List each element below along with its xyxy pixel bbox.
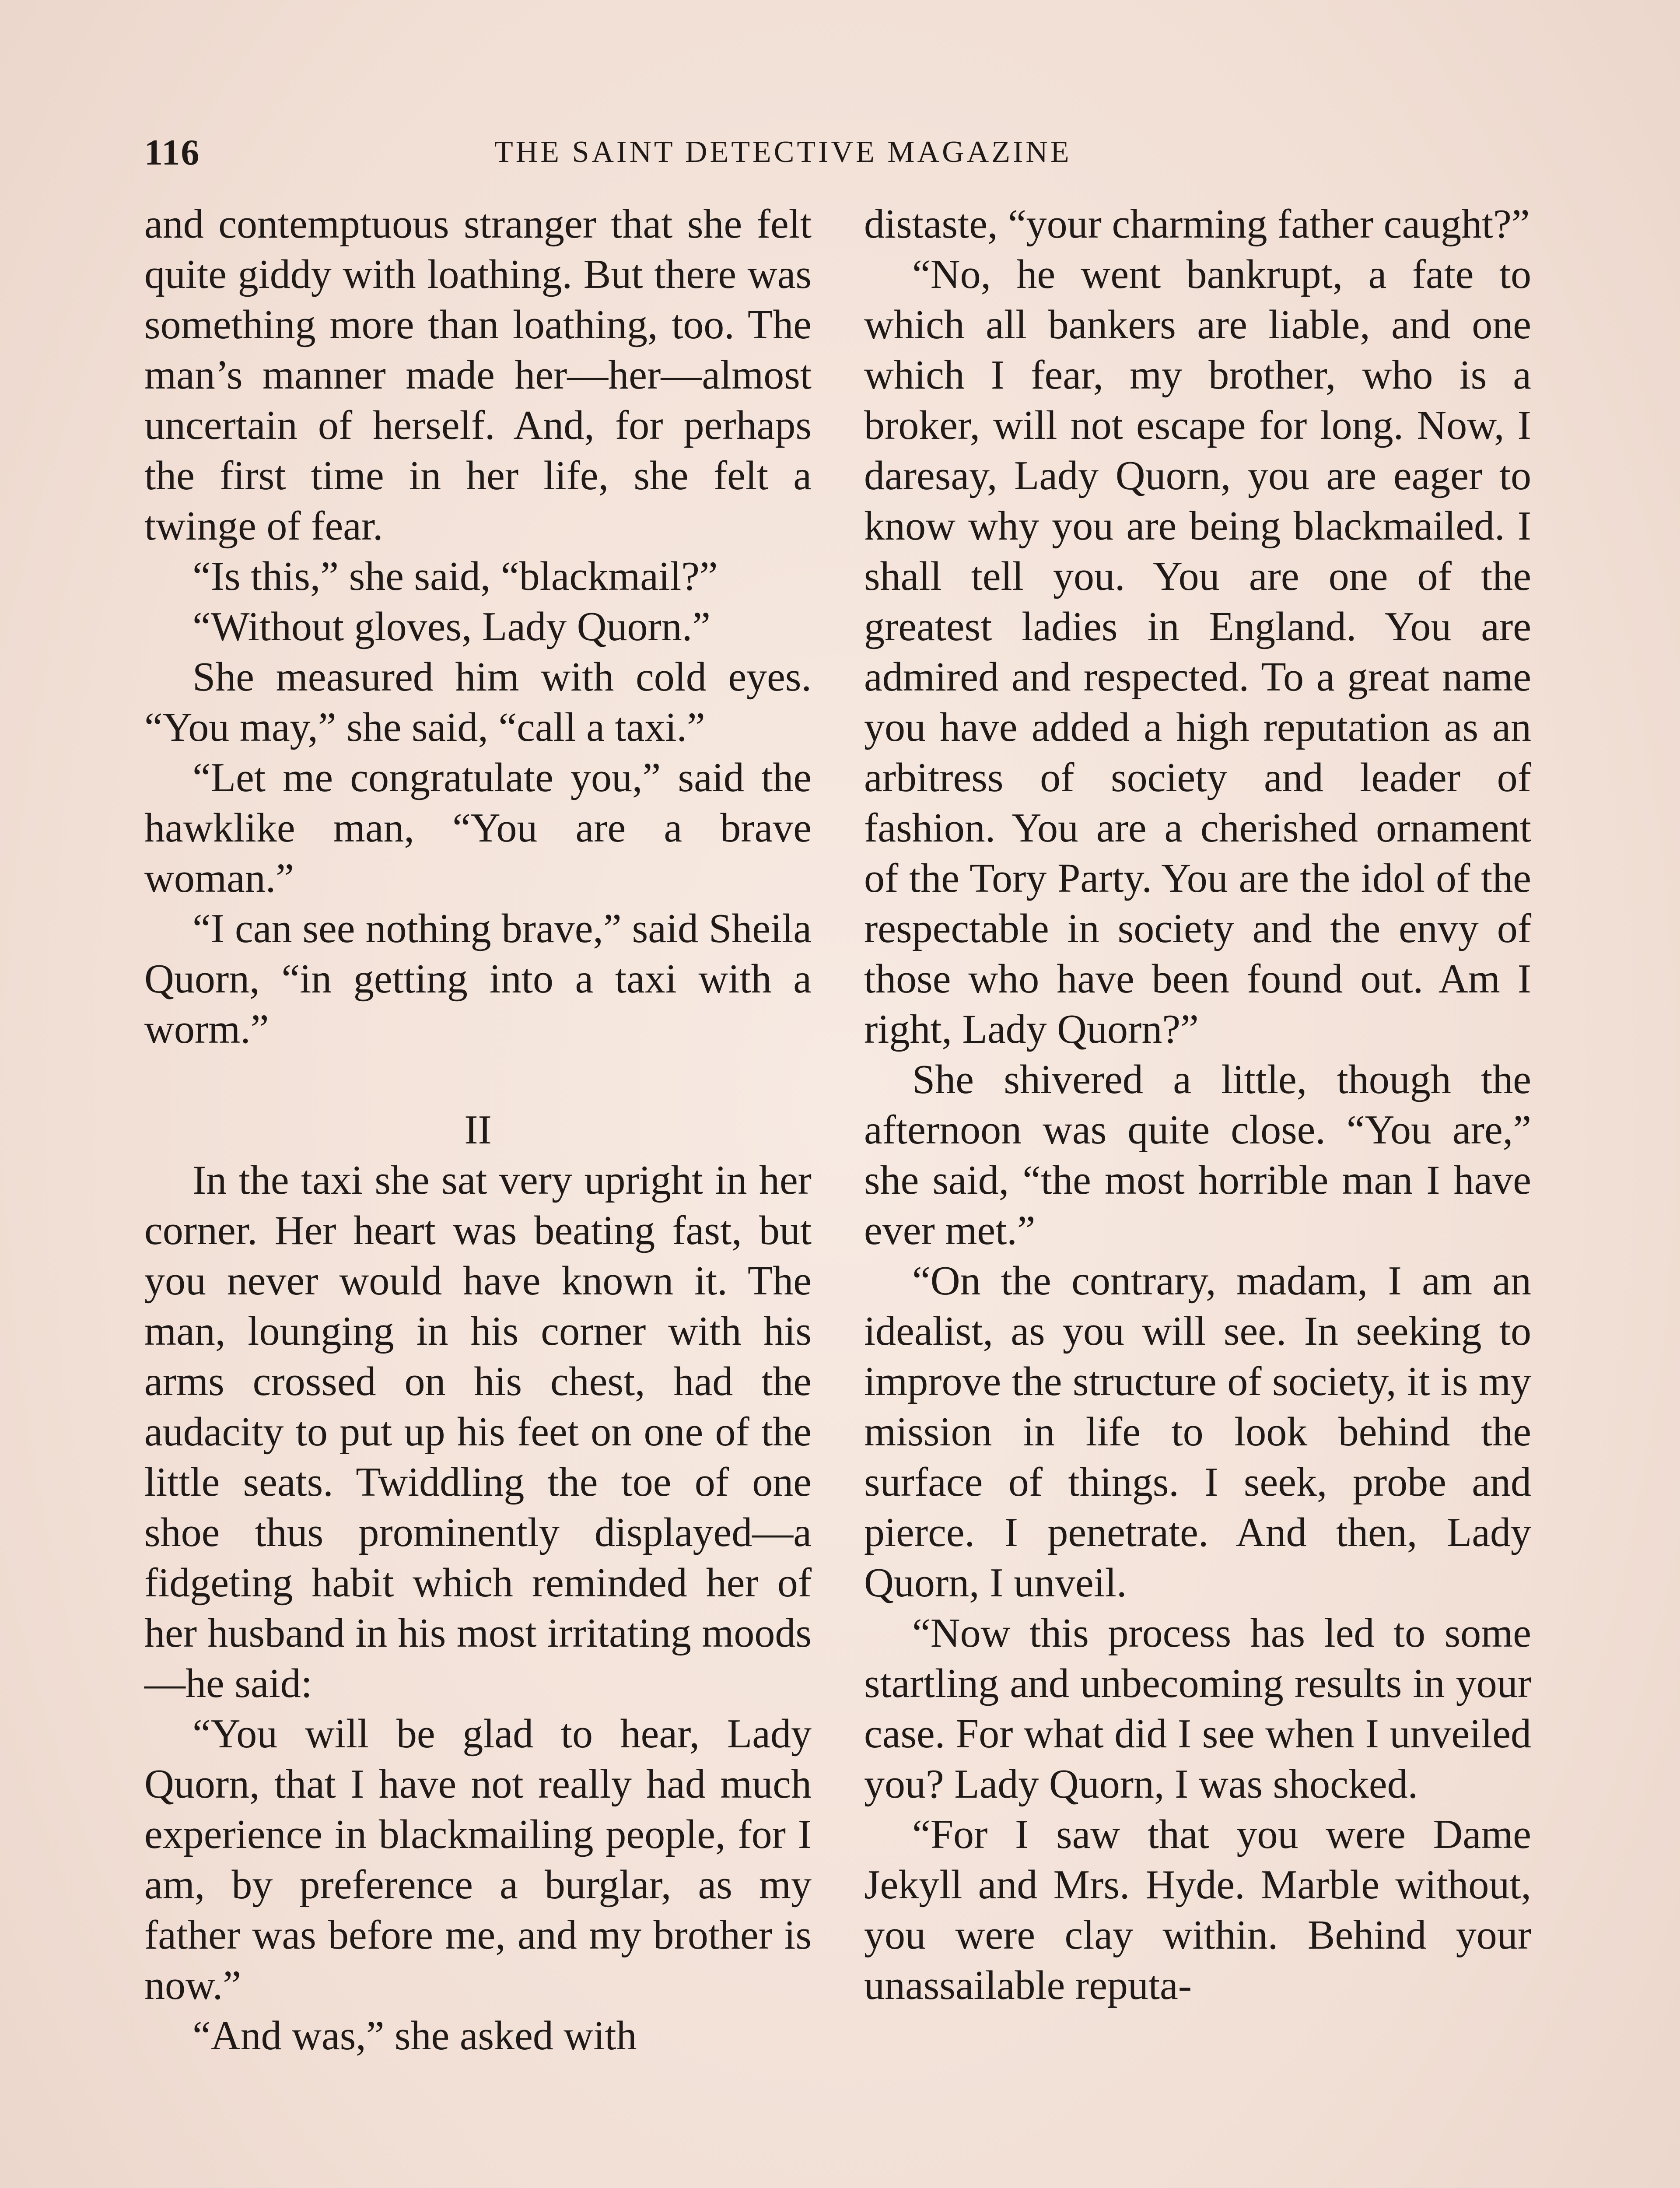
section-heading: II — [464, 1107, 492, 1153]
paragraph: She shivered a little, though the afternoon was quite close. “You are,” she said, “the most horrible man I have ever met.” — [864, 1057, 1531, 1253]
paragraph: “Is this,” she said, “blackmail?” — [192, 554, 718, 599]
page-number: 116 — [144, 132, 200, 173]
paragraph: “I can see nothing brave,” said Sheila Quorn, “in getting into a taxi with a worm.” — [144, 906, 812, 1052]
paragraph: and contemptuous stranger that she felt quite giddy with loathing. But there was something more than loathing, too. The man’s manner made her—her—almost uncertain of herself. And, for perhaps the first time in her life, she felt a twinge of fear. — [144, 201, 812, 549]
paragraph: “Now this process has led to some startling and unbecoming results in your case. For what did I see when I unveiled you? Lady Quorn, I was shocked. — [864, 1610, 1531, 1807]
paragraph: She measured him with cold eyes. “You may,” she said, “call a taxi.” — [144, 654, 812, 750]
page-header — [144, 131, 1540, 179]
paragraph: “And was,” she asked with — [192, 2013, 637, 2058]
paragraph: “For I saw that you were Dame Jekyll and Mrs. Hyde. Marble without, you were clay within. Behind your unassailable reputa- — [864, 1812, 1531, 2008]
paragraph: “No, he went bankrupt, a fate to which all bankers are liable, and one which I fear, my brother, who is a broker, will not escape for long. Now, I daresay, Lady Quorn, you are eager to know why you are being blackmailed. I shall tell you. You are one of the greatest ladies in England. You are admired and respected. To a great name you have added a high reputation as an arbitress of society and leader of fashion. You are a cherished ornament of the Tory Party. You are the idol of the respectable in society and the envy of those who have been found out. Am I right, Lady Quorn?” — [864, 252, 1531, 1052]
paragraph: “Without gloves, Lady Quorn.” — [192, 604, 710, 649]
paragraph: “On the contrary, madam, I am an idealist, as you will see. In seeking to improve the structure of society, it is my mission in life to look behind the surface of things. I seek, probe and pierce. I penetrate. And then, Lady Quorn, I unveil. — [864, 1258, 1531, 1606]
left-column — [144, 199, 812, 2061]
paragraph: In the taxi she sat very upright in her corner. Her heart was beating fast, but you never would have known it. The man, lounging in his corner with his arms crossed on his chest, had the audacity to put up his feet on one of the little seats. Twiddling the toe of one shoe thus prominently displayed—a fidgeting habit which reminded her of her husband in his most irritating moods—he said: — [144, 1157, 812, 1706]
right-column — [864, 199, 1531, 2011]
paragraph: “You will be glad to hear, Lady Quorn, that I have not really had much experience in blackmailing people, for I am, by preference a burglar, as my father was before me, and my brother is now.” — [144, 1711, 812, 2008]
running-title: THE SAINT DETECTIVE MAGAZINE — [494, 135, 1072, 169]
paragraph: “Let me congratulate you,” said the hawklike man, “You are a brave woman.” — [144, 755, 812, 901]
paragraph: distaste, “your charming father caught?” — [864, 201, 1530, 247]
